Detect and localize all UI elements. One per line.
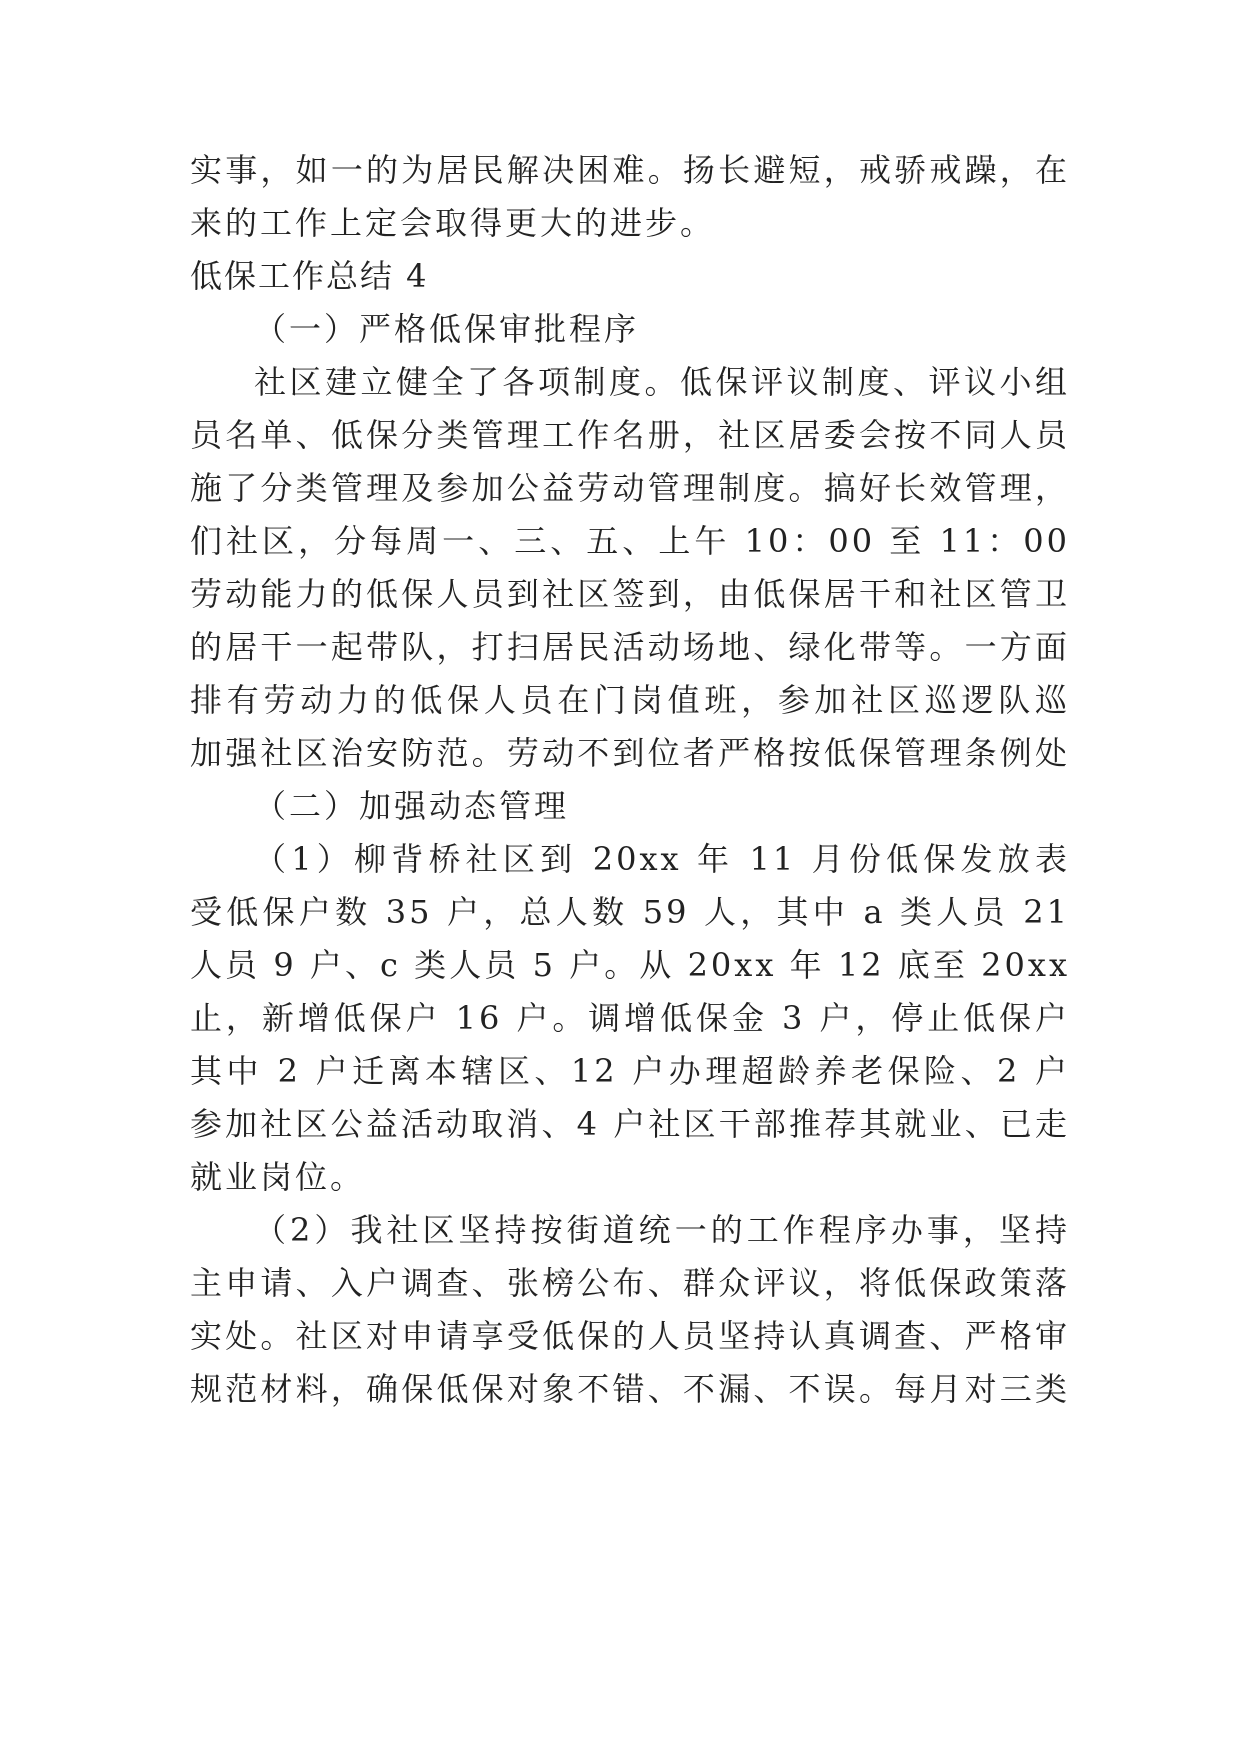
text-line: （2）我社区坚持按街道统一的工作程序办事，坚持: [254, 1211, 1070, 1249]
text-line: 们社区，分每周一、三、五、上午 10：00 至 11：00: [190, 522, 1070, 560]
text-line: 实事，如一的为居民解决困难。扬长避短，戒骄戒躁，在: [190, 151, 1070, 189]
text-line: 来的工作上定会取得更大的进步。: [190, 204, 716, 242]
text-line: 实处。社区对申请享受低保的人员坚持认真调查、严格审: [190, 1317, 1070, 1355]
text-line: 主申请、入户调查、张榜公布、群众评议，将低保政策落: [190, 1264, 1070, 1302]
text-line: 加强社区治安防范。劳动不到位者严格按低保管理条例处: [190, 734, 1070, 772]
subsection-heading: （一）严格低保审批程序: [254, 310, 640, 348]
text-line: 人员 9 户、c 类人员 5 户。从 20xx 年 12 底至 20xx: [190, 946, 1070, 984]
text-line: （1）柳背桥社区到 20xx 年 11 月份低保发放表: [254, 840, 1070, 878]
text-line: 排有劳动力的低保人员在门岗值班，参加社区巡逻队巡: [190, 681, 1070, 719]
subsection-heading: （二）加强动态管理: [254, 787, 570, 825]
section-title: 低保工作总结 4: [190, 257, 429, 295]
text-line: 的居干一起带队，打扫居民活动场地、绿化带等。一方面: [190, 628, 1070, 666]
text-line: 施了分类管理及参加公益劳动管理制度。搞好长效管理，: [190, 469, 1070, 507]
text-line: 参加社区公益活动取消、4 户社区干部推荐其就业、已走: [190, 1105, 1070, 1143]
text-line: 其中 2 户迁离本辖区、12 户办理超龄养老保险、2 户: [190, 1052, 1070, 1090]
text-line: 受低保户数 35 户，总人数 59 人，其中 a 类人员 21: [190, 893, 1070, 931]
text-line: 劳动能力的低保人员到社区签到，由低保居干和社区管卫: [190, 575, 1070, 613]
text-line: 规范材料，确保低保对象不错、不漏、不误。每月对三类: [190, 1370, 1070, 1408]
text-line: 员名单、低保分类管理工作名册，社区居委会按不同人员: [190, 416, 1070, 454]
text-line: 就业岗位。: [190, 1158, 366, 1196]
text-line: 社区建立健全了各项制度。低保评议制度、评议小组: [254, 363, 1070, 401]
text-line: 止，新增低保户 16 户。调增低保金 3 户，停止低保户: [190, 999, 1070, 1037]
